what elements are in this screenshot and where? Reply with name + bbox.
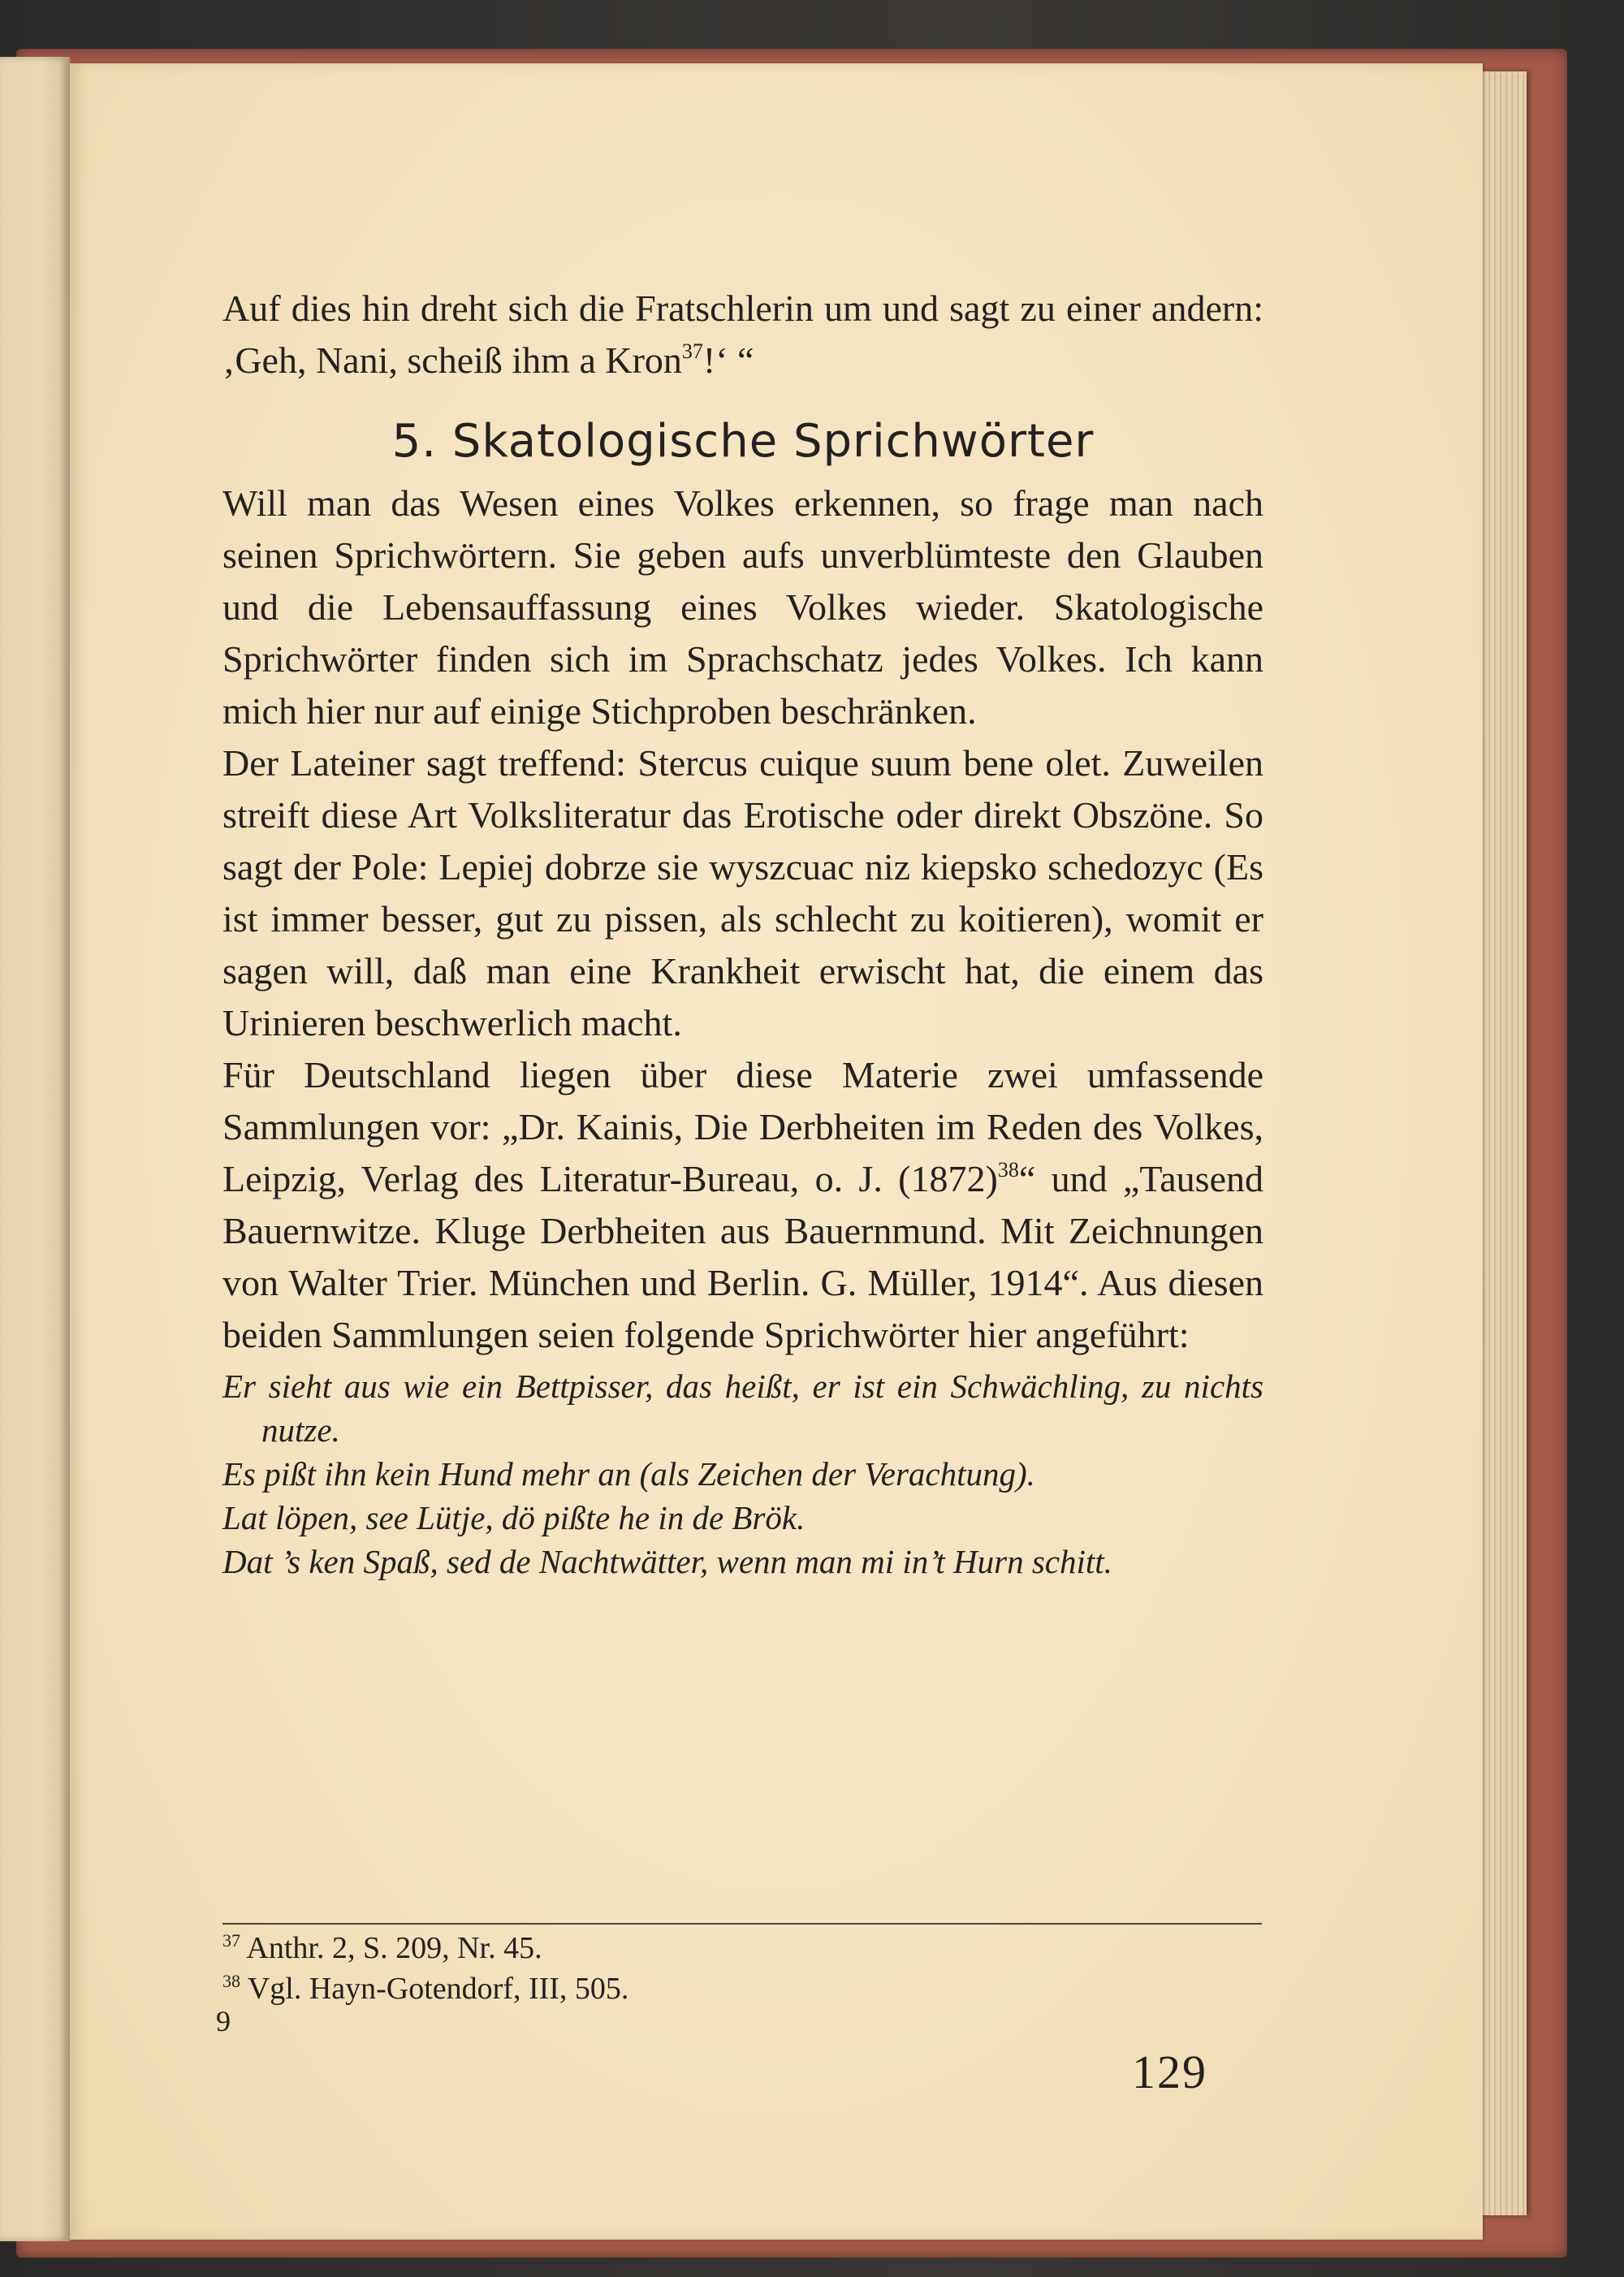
footnote-38	[222, 1968, 1262, 2009]
proverb-list	[222, 1364, 1263, 1584]
paragraph-1: Will man das Wesen eines Volkes erkennen, so frage man nach seinen Sprichwörtern. Sie geben aufs unverblümteste den Glauben und die Lebensauffassung eines Volkes wieder. Skatologische Sprichwörter finden sich im Sprachschatz jedes Volkes. Ich kann mich hier nur auf einige Stichproben beschränken.	[222, 482, 1263, 732]
intro-text: Auf dies hin dreht sich die Fratschlerin um und sagt zu einer andern: ‚Geh, Nani, scheiß ihm a Kron	[222, 287, 1263, 381]
proverb-item: Es pißt ihn kein Hund mehr an (als Zeichen der Verachtung).	[222, 1455, 1035, 1493]
footnote-number: 37	[222, 1930, 240, 1951]
proverb-item: Lat löpen, see Lütje, dö pißte he in de Brök.	[222, 1499, 806, 1536]
facing-page-edge	[0, 57, 70, 2241]
paragraph-3-text-end: “ und „Tausend Bauernwitze. Kluge Derbheiten aus Bauernmund. Mit Zeichnungen von Walter Trier. München und Berlin. G. Müller, 1914“. Aus diesen beiden Sammlungen seien folgende Sprichwörter hier angeführt:	[222, 1158, 1263, 1355]
paragraph-3-text: Für Deutschland liegen über diese Materie zwei umfassende Sammlungen vor: „Dr. Kainis, Die Derbheiten im Reden des Volkes, Leipzig, Verlag des Literatur-Bureau, o. J. (1872)	[222, 1054, 1263, 1199]
footnotes	[222, 1928, 1262, 2009]
paragraph-3	[222, 1049, 1263, 1361]
book-page	[70, 63, 1483, 2240]
footnote-ref-37: 37	[681, 339, 703, 363]
intro-text-end: !‘ “	[702, 339, 754, 381]
page-text	[222, 283, 1263, 1584]
footnote-37	[222, 1928, 1262, 1968]
proverb-item: Er sieht aus wie ein Bettpisser, das heißt, er ist ein Schwächling, zu nichts nutze.	[222, 1367, 1263, 1449]
footnote-text: Vgl. Hayn-Gotendorf, III, 505.	[247, 1972, 629, 2006]
footnote-number: 38	[222, 1971, 240, 1991]
footnote-text: Anthr. 2, S. 209, Nr. 45.	[246, 1931, 542, 1965]
intro-paragraph	[222, 283, 1263, 387]
footnote-rule	[222, 1923, 1262, 1925]
footnote-ref-38: 38	[997, 1158, 1019, 1182]
signature-mark: 9	[216, 2005, 231, 2037]
proverb-item: Dat ’s ken Spaß, sed de Nachtwätter, wenn man mi in’t Hurn schitt.	[222, 1543, 1112, 1580]
paragraph-2: Der Lateiner sagt treffend: Stercus cuique suum bene olet. Zuweilen streift diese Art Volksliteratur das Erotische oder direkt Obszöne. So sagt der Pole: Lepiej dobrze sie wyszcuac niz kiepsko schedozyc (Es ist immer besser, gut zu pissen, als schlecht zu koitieren), womit er sagen will, daß man eine Krankheit erwischt hat, die einem das Urinieren beschwerlich macht.	[222, 742, 1263, 1043]
page-number: 129	[1132, 2046, 1207, 2098]
section-heading: 5. Skatologische Sprichwörter	[391, 415, 1095, 468]
